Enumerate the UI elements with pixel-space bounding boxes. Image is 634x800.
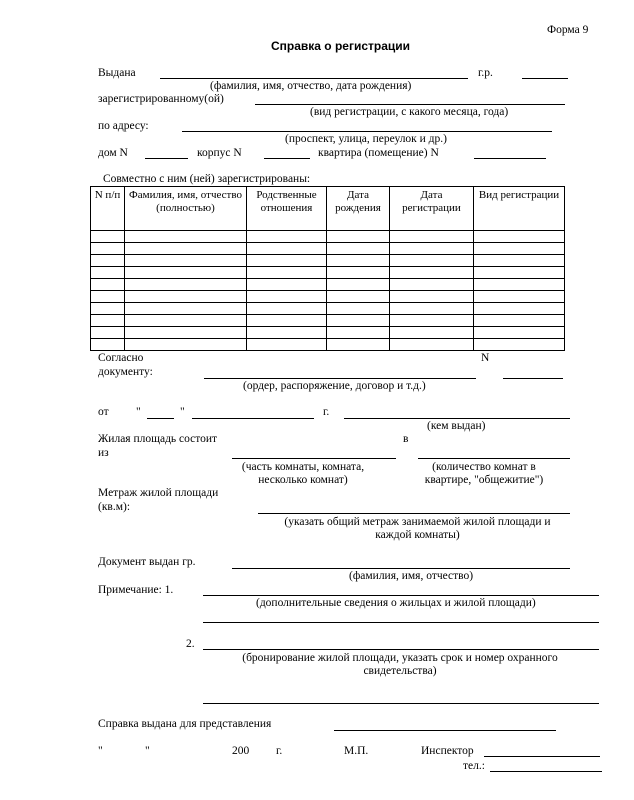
issued-by-field[interactable] [344, 418, 570, 419]
apartment-field[interactable] [474, 158, 546, 159]
table-cell[interactable] [91, 255, 125, 267]
table-cell[interactable] [91, 327, 125, 339]
month-year-field[interactable] [192, 418, 314, 419]
column-header-registration-type: Вид регистрации [474, 187, 565, 231]
birth-year-label: г.р. [478, 67, 493, 79]
submission-label: Справка выдана для представления [98, 718, 272, 730]
table-cell[interactable] [390, 291, 474, 303]
registered-label: зарегистрированному(ой) [98, 93, 224, 105]
note2-field[interactable] [203, 649, 599, 650]
column-header-birth-date: Дата рождения [327, 187, 390, 231]
cohabitants-table [90, 186, 565, 351]
table-cell[interactable] [91, 303, 125, 315]
date-quote-open: " [136, 406, 141, 418]
note1-extra-field[interactable] [203, 622, 599, 623]
table-row [91, 291, 565, 303]
inspector-field[interactable] [484, 756, 600, 757]
table-cell[interactable] [91, 267, 125, 279]
table-cell[interactable] [390, 327, 474, 339]
document-issued-label: Документ выдан гр. [98, 556, 196, 568]
table-cell[interactable] [474, 339, 565, 351]
address-label: по адресу: [98, 120, 149, 132]
apartment-label: квартира (помещение) N [318, 147, 439, 159]
note2-caption: (бронирование жилой площади, указать срок и номер охранного свидетельства) [242, 652, 558, 678]
birth-year-field[interactable] [522, 78, 568, 79]
table-row [91, 243, 565, 255]
table-cell[interactable] [91, 339, 125, 351]
table-row [91, 231, 565, 243]
year-label: г. [323, 406, 330, 418]
table-cell[interactable] [474, 243, 565, 255]
table-cell[interactable] [125, 267, 247, 279]
table-cell[interactable] [125, 315, 247, 327]
table-cell[interactable] [327, 267, 390, 279]
table-cell[interactable] [247, 279, 327, 291]
table-cell[interactable] [125, 231, 247, 243]
registered-caption: (вид регистрации, с какого месяца, года) [310, 106, 509, 118]
table-cell[interactable] [247, 315, 327, 327]
table-cell[interactable] [91, 231, 125, 243]
table-cell[interactable] [327, 231, 390, 243]
table-cell[interactable] [91, 315, 125, 327]
table-cell[interactable] [125, 243, 247, 255]
table-cell[interactable] [247, 303, 327, 315]
table-cell[interactable] [474, 279, 565, 291]
table-cell[interactable] [474, 327, 565, 339]
phone-label: тел.: [463, 760, 485, 772]
rooms-count-field[interactable] [418, 458, 570, 459]
registration-type-field[interactable] [255, 104, 565, 105]
note2-number: 2. [186, 638, 195, 650]
issued-label: Выдана [98, 67, 136, 79]
form-number: Форма 9 [547, 24, 589, 36]
footer-quote-close: " [145, 745, 150, 757]
table-cell[interactable] [474, 231, 565, 243]
column-header-registration-date: Дата регистрации [390, 187, 474, 231]
table-cell[interactable] [247, 267, 327, 279]
according-label-line2: документу: [98, 366, 153, 378]
building-label: корпус N [197, 147, 242, 159]
living-area-label-line2: из [98, 447, 109, 459]
submission-field[interactable] [334, 730, 556, 731]
address-field[interactable] [182, 131, 552, 132]
footer-year-label: г. [276, 745, 283, 757]
table-cell[interactable] [327, 291, 390, 303]
table-cell[interactable] [390, 231, 474, 243]
note2-extra-field[interactable] [203, 703, 599, 704]
column-header-full-name: Фамилия, имя, отчество (полностью) [125, 187, 247, 231]
table-row [91, 315, 565, 327]
living-area-label-line1: Жилая площадь состоит [98, 433, 218, 445]
table-cell[interactable] [390, 243, 474, 255]
table-cell[interactable] [327, 327, 390, 339]
address-caption: (проспект, улица, переулок и др.) [285, 133, 447, 145]
table-cell[interactable] [125, 327, 247, 339]
table-body [91, 231, 565, 351]
note1-caption: (дополнительные сведения о жильцах и жилой площади) [256, 597, 536, 609]
table-cell[interactable] [390, 279, 474, 291]
table-cell[interactable] [474, 255, 565, 267]
table-cell[interactable] [247, 243, 327, 255]
table-cell[interactable] [91, 279, 125, 291]
footage-caption: (указать общий метраж занимаемой жилой площади и каждой комнаты) [284, 516, 551, 542]
notes-label: Примечание: 1. [98, 584, 174, 596]
table-cell[interactable] [474, 303, 565, 315]
table-cell[interactable] [390, 267, 474, 279]
table-cell[interactable] [125, 339, 247, 351]
footer-quote-open: " [98, 745, 103, 757]
rooms-count-caption: (количество комнат в квартире, "общежитие") [424, 461, 544, 487]
document-issued-name-field[interactable] [232, 568, 570, 569]
date-quote-close: " [180, 406, 185, 418]
table-cell[interactable] [327, 243, 390, 255]
note1-field[interactable] [203, 595, 599, 596]
building-field[interactable] [264, 158, 310, 159]
table-cell[interactable] [125, 279, 247, 291]
table-cell[interactable] [327, 255, 390, 267]
rooms-part-caption: (часть комнаты, комната, несколько комнат) [241, 461, 365, 487]
document-number-field[interactable] [503, 378, 563, 379]
document-issued-caption: (фамилия, имя, отчество) [349, 570, 474, 582]
table-row [91, 279, 565, 291]
according-label-line1: Согласно [98, 352, 144, 364]
table-cell[interactable] [390, 315, 474, 327]
table-cell[interactable] [474, 315, 565, 327]
table-cell[interactable] [390, 303, 474, 315]
table-cell[interactable] [125, 291, 247, 303]
stamp-label: М.П. [344, 745, 369, 757]
table-cell[interactable] [125, 303, 247, 315]
table-cell[interactable] [327, 315, 390, 327]
in-label: в [403, 433, 409, 445]
column-header-relation: Родственные отношения [247, 187, 327, 231]
day-field[interactable] [147, 418, 174, 419]
table-row [91, 327, 565, 339]
table-cell[interactable] [247, 327, 327, 339]
table-cell[interactable] [125, 255, 247, 267]
table-cell[interactable] [247, 339, 327, 351]
table-cell[interactable] [327, 303, 390, 315]
footer-year-prefix: 200 [232, 745, 250, 757]
table-cell[interactable] [474, 291, 565, 303]
inspector-label: Инспектор [421, 745, 474, 757]
table-cell[interactable] [327, 339, 390, 351]
table-header-row [91, 187, 565, 231]
phone-field[interactable] [490, 771, 602, 772]
footage-field[interactable] [258, 513, 570, 514]
table-row [91, 339, 565, 351]
table-row [91, 303, 565, 315]
page-title: Справка о регистрации [271, 39, 411, 53]
column-header-number: N п/п [91, 187, 125, 231]
table-cell[interactable] [247, 255, 327, 267]
issued-caption: (фамилия, имя, отчество, дата рождения) [210, 80, 412, 92]
table-cell[interactable] [247, 231, 327, 243]
according-caption: (ордер, распоряжение, договор и т.д.) [243, 380, 426, 392]
table-row [91, 255, 565, 267]
table-cell[interactable] [327, 279, 390, 291]
footage-label-line2: (кв.м): [98, 501, 131, 513]
footage-label-line1: Метраж жилой площади [98, 487, 219, 499]
table-cell[interactable] [91, 291, 125, 303]
table-cell[interactable] [390, 255, 474, 267]
document-type-field[interactable] [204, 378, 476, 379]
house-field[interactable] [145, 158, 188, 159]
table-row [91, 267, 565, 279]
table-cell[interactable] [390, 339, 474, 351]
cohabitants-label: Совместно с ним (ней) зарегистрированы: [103, 173, 311, 185]
rooms-part-field[interactable] [232, 458, 396, 459]
issued-name-field[interactable] [160, 78, 468, 79]
from-label: от [98, 406, 109, 418]
table-cell[interactable] [91, 243, 125, 255]
document-number-label: N [481, 352, 490, 364]
table-cell[interactable] [247, 291, 327, 303]
house-label: дом N [98, 147, 128, 159]
table-cell[interactable] [474, 267, 565, 279]
issued-by-caption: (кем выдан) [427, 420, 486, 432]
